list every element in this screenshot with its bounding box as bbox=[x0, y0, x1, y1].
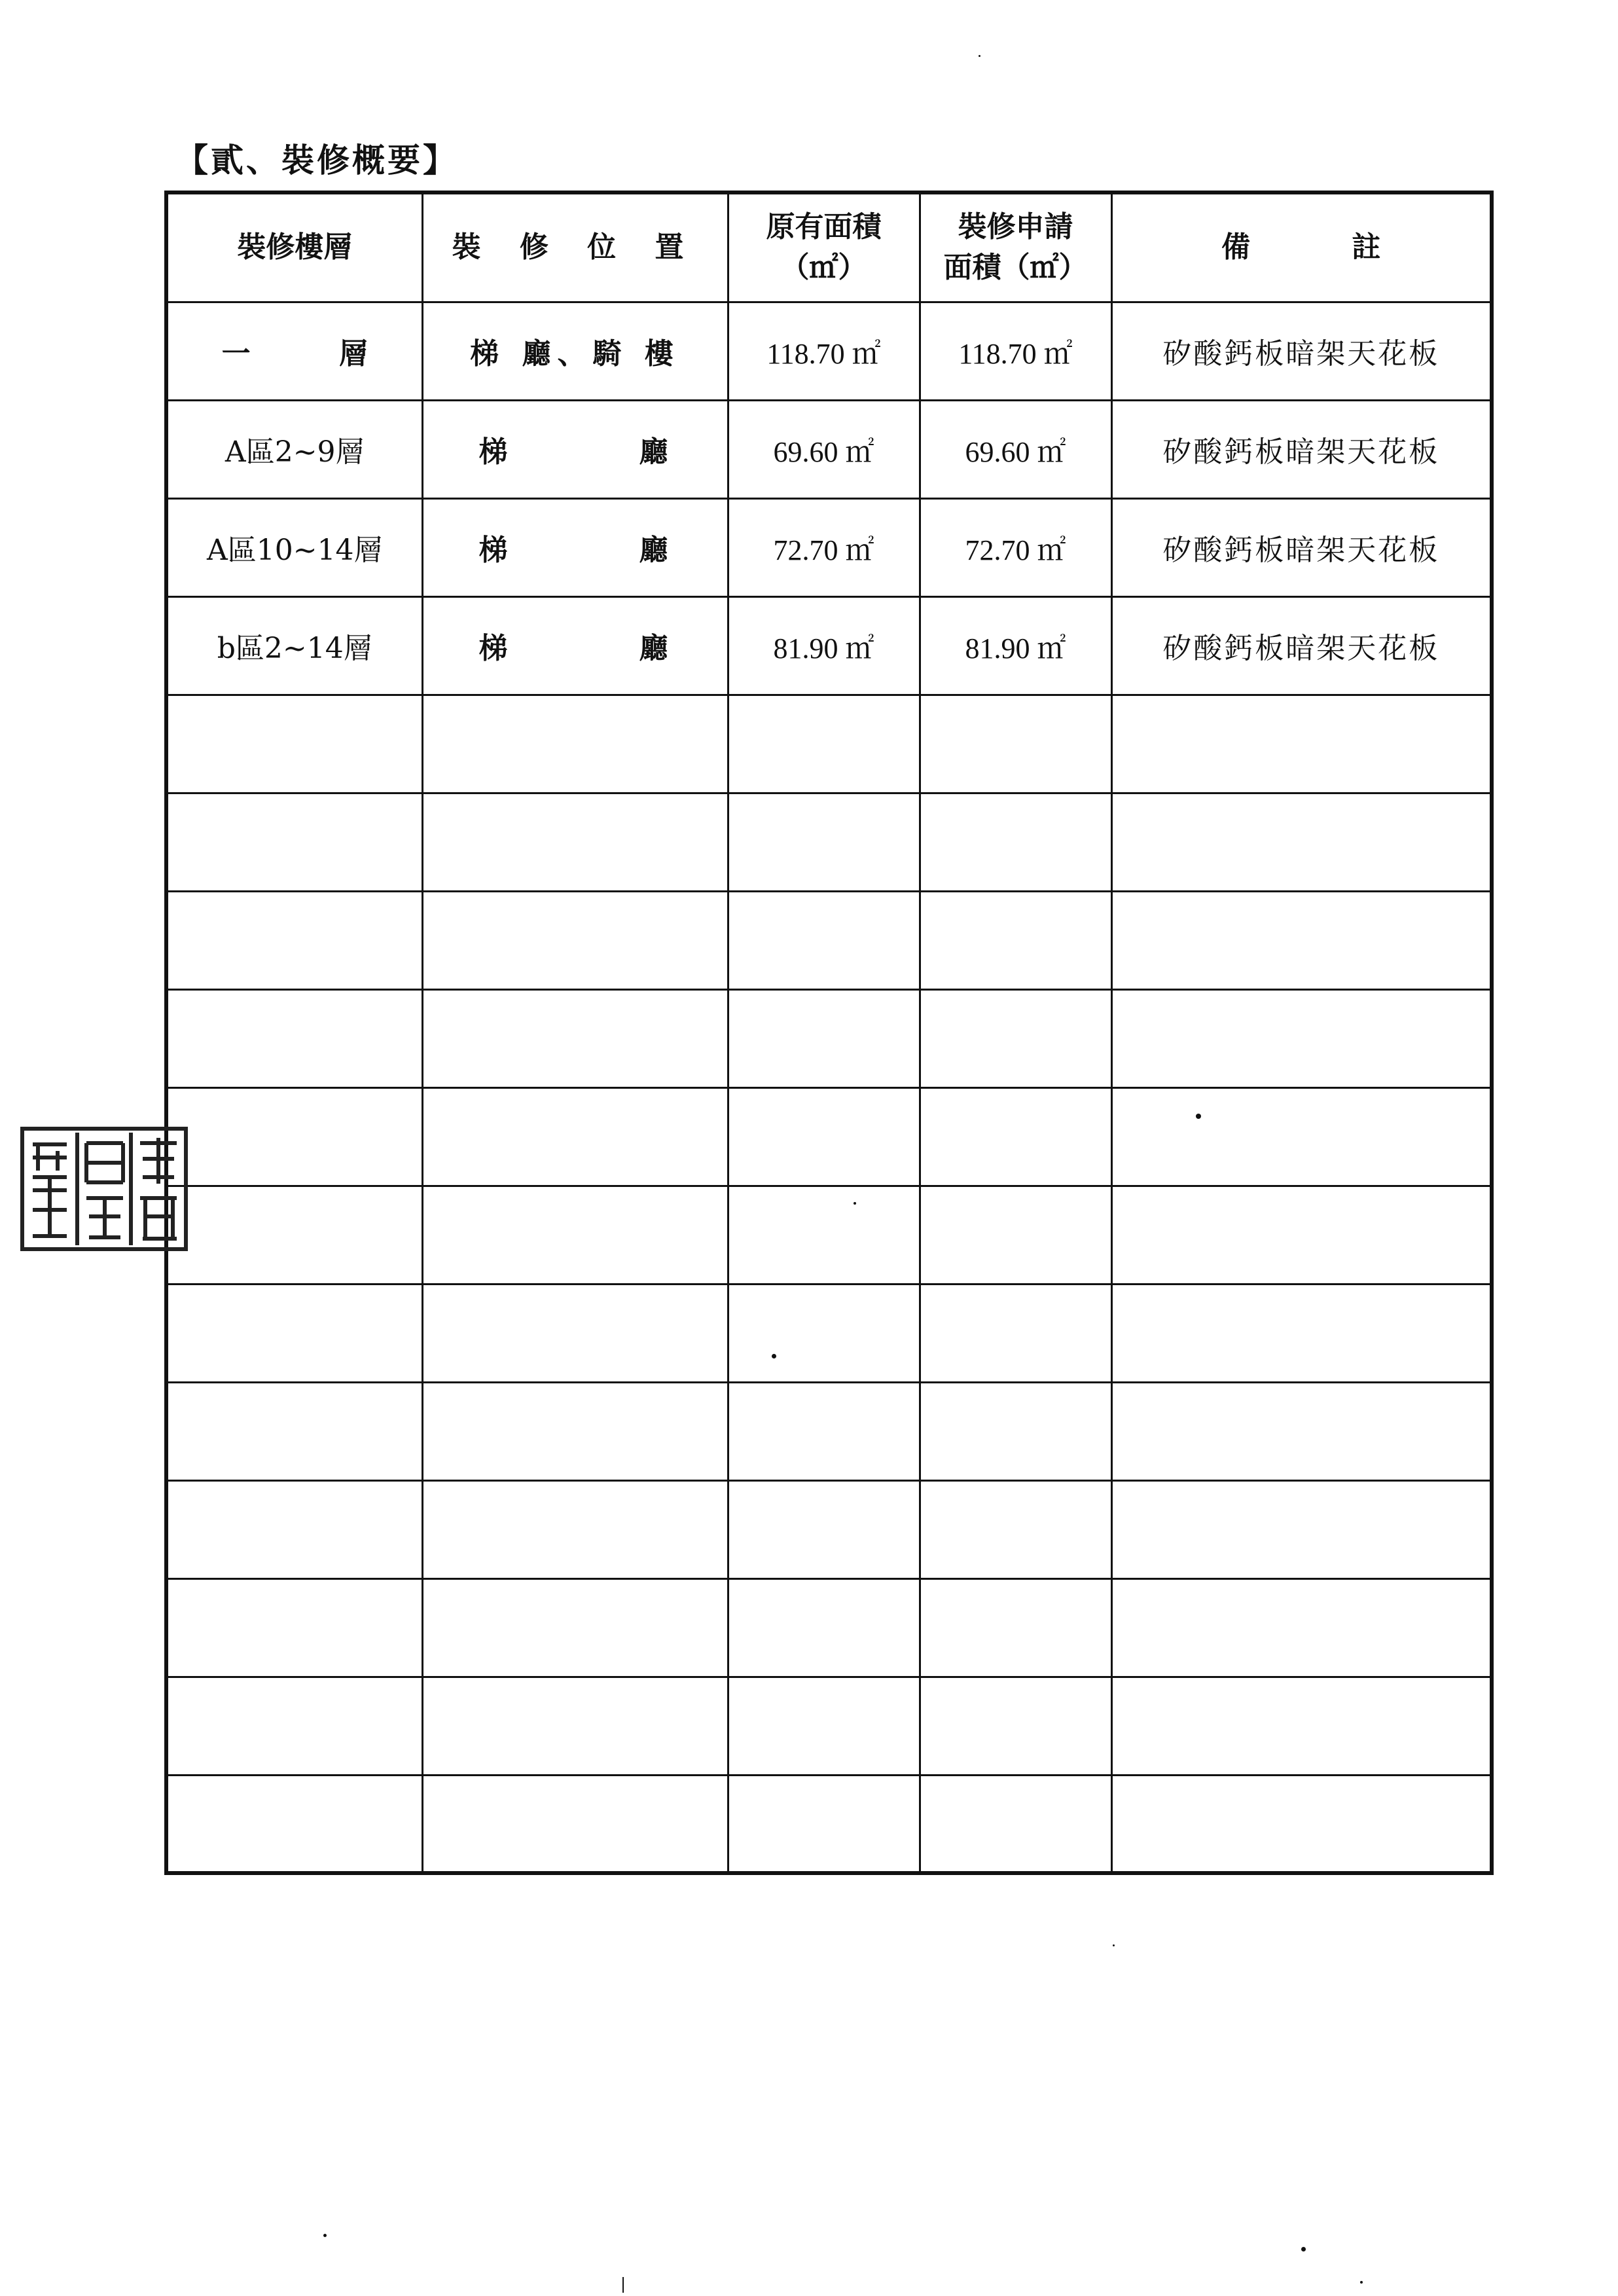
remarks-cell: 矽酸鈣板暗架天花板 bbox=[1111, 302, 1492, 400]
empty-table-row bbox=[166, 989, 1492, 1087]
empty-cell bbox=[166, 1677, 422, 1775]
original-area-cell: 81.90 ㎡ bbox=[728, 596, 920, 695]
empty-cell bbox=[920, 1677, 1111, 1775]
table-row bbox=[166, 498, 1492, 596]
empty-cell bbox=[166, 989, 422, 1087]
applied-area-cell: 81.90 ㎡ bbox=[920, 596, 1111, 695]
original-area-cell: 118.70 ㎡ bbox=[728, 302, 920, 400]
table-header-row bbox=[166, 192, 1492, 302]
scan-speck bbox=[1360, 2281, 1363, 2284]
header-floor: 裝修樓層 bbox=[166, 192, 422, 302]
header-original-area bbox=[728, 192, 920, 302]
empty-table-row bbox=[166, 793, 1492, 891]
empty-cell bbox=[1111, 1480, 1492, 1578]
empty-table-row bbox=[166, 891, 1492, 989]
scan-speck bbox=[1196, 1114, 1201, 1119]
empty-table-row bbox=[166, 1284, 1492, 1382]
empty-table-row bbox=[166, 1480, 1492, 1578]
empty-cell bbox=[728, 1382, 920, 1480]
empty-cell bbox=[1111, 1382, 1492, 1480]
empty-cell bbox=[728, 1284, 920, 1382]
scan-speck bbox=[1301, 2247, 1306, 2251]
header-remarks: 備 註 bbox=[1111, 192, 1492, 302]
remarks-cell: 矽酸鈣板暗架天花板 bbox=[1111, 596, 1492, 695]
scan-speck bbox=[323, 2234, 327, 2237]
empty-cell bbox=[920, 989, 1111, 1087]
remarks-cell: 矽酸鈣板暗架天花板 bbox=[1111, 498, 1492, 596]
empty-cell bbox=[1111, 1186, 1492, 1284]
scan-speck bbox=[979, 55, 980, 57]
architect-seal bbox=[18, 1125, 190, 1253]
empty-cell bbox=[920, 695, 1111, 793]
header-location: 裝 修 位 置 bbox=[422, 192, 728, 302]
empty-cell bbox=[166, 1775, 422, 1873]
location-part: 廳 bbox=[639, 534, 668, 567]
header-applied-area-line1: 裝修申請 bbox=[958, 210, 1073, 244]
floor-cell: 一 層 bbox=[166, 302, 422, 400]
empty-cell bbox=[920, 793, 1111, 891]
empty-cell bbox=[166, 1578, 422, 1677]
table-row bbox=[166, 302, 1492, 400]
empty-cell bbox=[422, 1382, 728, 1480]
empty-cell bbox=[166, 891, 422, 989]
empty-cell bbox=[422, 695, 728, 793]
empty-cell bbox=[1111, 989, 1492, 1087]
empty-cell bbox=[728, 695, 920, 793]
empty-cell bbox=[728, 1480, 920, 1578]
empty-cell bbox=[1111, 793, 1492, 891]
empty-cell bbox=[422, 1186, 728, 1284]
empty-cell bbox=[166, 1284, 422, 1382]
empty-cell bbox=[728, 1677, 920, 1775]
empty-cell bbox=[920, 891, 1111, 989]
empty-cell bbox=[728, 891, 920, 989]
empty-cell bbox=[728, 1775, 920, 1873]
empty-cell bbox=[422, 1480, 728, 1578]
empty-cell bbox=[1111, 1775, 1492, 1873]
empty-table-row bbox=[166, 1186, 1492, 1284]
empty-table-row bbox=[166, 1578, 1492, 1677]
empty-cell bbox=[422, 989, 728, 1087]
empty-cell bbox=[728, 1186, 920, 1284]
location-part: 廳 bbox=[639, 632, 668, 665]
empty-cell bbox=[920, 1284, 1111, 1382]
table-row bbox=[166, 400, 1492, 498]
empty-cell bbox=[166, 695, 422, 793]
empty-table-row bbox=[166, 1775, 1492, 1873]
empty-table-row bbox=[166, 1087, 1492, 1186]
location-part: 廳 bbox=[639, 435, 668, 469]
empty-cell bbox=[1111, 1578, 1492, 1677]
empty-cell bbox=[422, 793, 728, 891]
empty-cell bbox=[728, 1087, 920, 1186]
empty-cell bbox=[422, 1284, 728, 1382]
empty-table-row bbox=[166, 695, 1492, 793]
empty-cell bbox=[422, 1087, 728, 1186]
header-applied-area bbox=[920, 192, 1111, 302]
applied-area-cell: 69.60 ㎡ bbox=[920, 400, 1111, 498]
empty-cell bbox=[166, 1382, 422, 1480]
empty-cell bbox=[728, 793, 920, 891]
empty-cell bbox=[166, 1186, 422, 1284]
location-part: 梯 bbox=[478, 632, 508, 665]
empty-cell bbox=[422, 891, 728, 989]
empty-cell bbox=[728, 989, 920, 1087]
empty-cell bbox=[422, 1578, 728, 1677]
scan-speck bbox=[772, 1354, 776, 1358]
location-part: 梯 bbox=[478, 435, 508, 469]
empty-table-row bbox=[166, 1677, 1492, 1775]
applied-area-cell: 118.70 ㎡ bbox=[920, 302, 1111, 400]
location-cell: 梯 廳、騎 樓 bbox=[422, 302, 728, 400]
empty-cell bbox=[920, 1087, 1111, 1186]
empty-cell bbox=[1111, 1284, 1492, 1382]
scan-speck bbox=[1113, 1944, 1115, 1946]
section-title: 【貳、裝修概要】 bbox=[175, 141, 458, 179]
floor-cell: A區10~14層 bbox=[166, 498, 422, 596]
empty-cell bbox=[422, 1677, 728, 1775]
empty-cell bbox=[166, 1087, 422, 1186]
floor-cell: b區2~14層 bbox=[166, 596, 422, 695]
empty-cell bbox=[920, 1480, 1111, 1578]
empty-cell bbox=[728, 1578, 920, 1677]
empty-cell bbox=[1111, 891, 1492, 989]
empty-cell bbox=[920, 1578, 1111, 1677]
original-area-cell: 72.70 ㎡ bbox=[728, 498, 920, 596]
location-part: 梯 bbox=[478, 534, 508, 567]
table-row bbox=[166, 596, 1492, 695]
empty-cell bbox=[1111, 695, 1492, 793]
location-cell bbox=[422, 400, 728, 498]
original-area-cell: 69.60 ㎡ bbox=[728, 400, 920, 498]
empty-cell bbox=[166, 793, 422, 891]
header-original-area-line1: 原有面積 bbox=[766, 210, 882, 244]
empty-cell bbox=[1111, 1677, 1492, 1775]
location-cell bbox=[422, 596, 728, 695]
scan-speck bbox=[854, 1202, 856, 1205]
remarks-cell: 矽酸鈣板暗架天花板 bbox=[1111, 400, 1492, 498]
location-cell bbox=[422, 498, 728, 596]
empty-cell bbox=[1111, 1087, 1492, 1186]
empty-cell bbox=[422, 1775, 728, 1873]
empty-cell bbox=[920, 1382, 1111, 1480]
empty-cell bbox=[920, 1186, 1111, 1284]
renovation-summary-table bbox=[164, 191, 1494, 1875]
applied-area-cell: 72.70 ㎡ bbox=[920, 498, 1111, 596]
empty-cell bbox=[920, 1775, 1111, 1873]
empty-table-row bbox=[166, 1382, 1492, 1480]
header-original-area-line2: （㎡） bbox=[780, 251, 867, 285]
floor-cell: A區2~9層 bbox=[166, 400, 422, 498]
header-applied-area-line2: 面積（㎡） bbox=[943, 251, 1088, 285]
empty-cell bbox=[166, 1480, 422, 1578]
scan-speck bbox=[622, 2277, 624, 2293]
